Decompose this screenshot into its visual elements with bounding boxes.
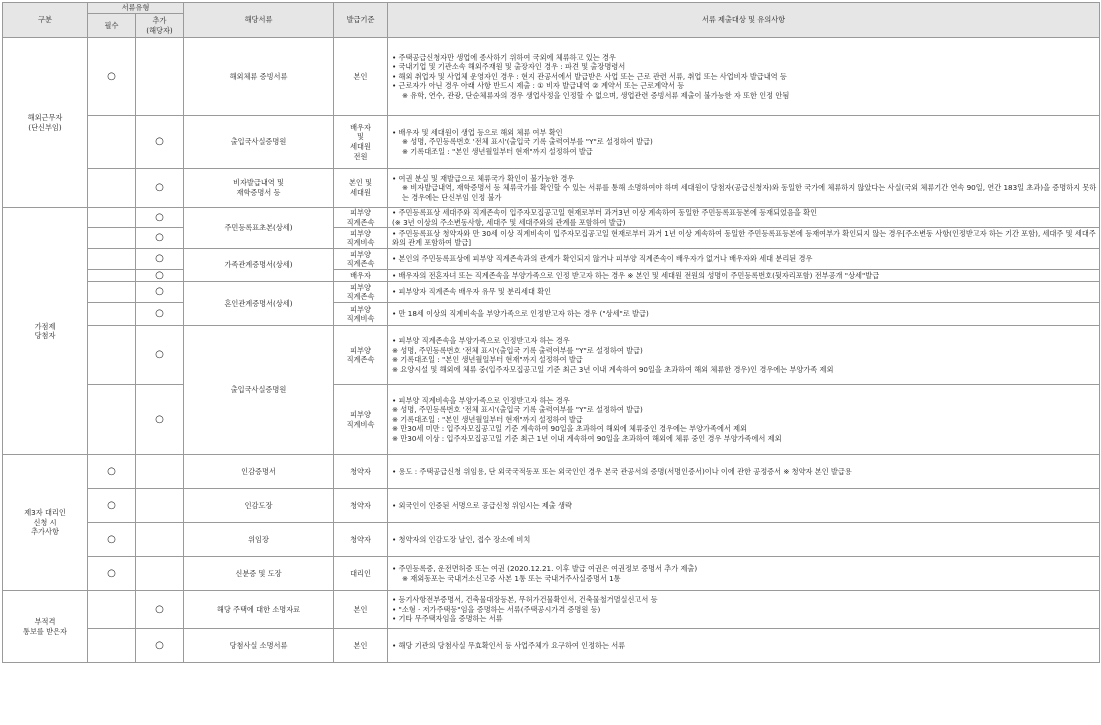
table-row bbox=[3, 326, 1100, 385]
table-row bbox=[3, 303, 1100, 326]
additional-mark: ○ bbox=[136, 249, 184, 270]
issue-basis: 청약자 bbox=[334, 523, 388, 557]
header-notes: 서류 제출대상 및 유의사항 bbox=[388, 3, 1100, 38]
issue-basis: 피부양 직계비속 bbox=[334, 228, 388, 249]
additional-mark: ○ bbox=[136, 303, 184, 326]
header-category: 구분 bbox=[3, 3, 88, 38]
issue-basis: 피부양 직계존속 bbox=[334, 208, 388, 228]
table-row bbox=[3, 629, 1100, 663]
issue-basis: 본인 bbox=[334, 38, 388, 116]
table-row bbox=[3, 208, 1100, 228]
document-name: 출입국사실증명원 bbox=[184, 116, 334, 169]
table-row bbox=[3, 591, 1100, 629]
issue-basis: 피부양 직계비속 bbox=[334, 385, 388, 455]
additional-mark: ○ bbox=[136, 169, 184, 208]
issue-basis: 청약자 bbox=[334, 455, 388, 489]
notes-cell: • 피부양 직계존속을 부양가족으로 인정받고자 하는 경우 ※ 성명, 주민등록번호 '전체 표시'(출입국 기록 출력여부를 "Y"로 설정하여 발급) ※ 기록대조일 : "본인 생년월일부터 현재"까지 설정하여 발급 ※ 요양시설 및 해외에 체류 중(입주자모집공고일 기준 최근 3년 이내 계속하여 90일을 초과하여 해외 체류한 경우)인 경우에는 부양가족 제외 bbox=[388, 326, 1100, 385]
additional-mark: ○ bbox=[136, 270, 184, 282]
notes-cell: • 여권 분실 및 재발급으로 체류국가 확인이 불가능한 경우 ※ 비자발급내역, 재학증명서 등 체류국가를 확인할 수 있는 서류를 통해 소명하여야 하며 세대원이 당첨자(공급신청자)와 동일한 국가에 체류하지 않았다는 사실(국외 체류기간 연속 90일, 연간 183일 초과)을 증명하지 못하는 경우에는 단신부임 인정 불가 bbox=[388, 169, 1100, 208]
notes-cell: • 용도 : 주택공급신청 위임용, 단 외국국적동포 또는 외국인인 경우 본국 관공서의 증명(서명인증서)이나 이에 관한 공정증서 ※ 청약자 본인 발급용 bbox=[388, 455, 1100, 489]
document-name: 출입국사실증명원 bbox=[184, 326, 334, 455]
required-mark: ○ bbox=[88, 455, 136, 489]
document-name: 비자발급내역 및 재학증명서 등 bbox=[184, 169, 334, 208]
notes-cell: • 해당 기관의 당첨사실 무효확인서 등 사업주체가 요구하여 인정하는 서류 bbox=[388, 629, 1100, 663]
notes-cell: • 주민등록표상 청약자와 만 30세 이상 직계비속이 입주자모집공고일 현재로부터 과거 1년 이상 계속하여 동일한 주민등록표등본에 등재여부가 확인되지 않는 경우[주소변동 사항(인정받고자 하는 기간 포함), 세대주 및 세대주와의 관계 포함하여 발급] bbox=[388, 228, 1100, 249]
required-mark: ○ bbox=[88, 557, 136, 591]
table-row bbox=[3, 557, 1100, 591]
issue-basis: 본인 bbox=[334, 591, 388, 629]
notes-cell: • 주민등록표상 세대주와 직계존속이 입주자모집공고일 현재로부터 과거3년 이상 계속하여 동일한 주민등록표등본에 등재되었음을 확인 (※ 3년 이상의 주소변동사항, 세대주 및 세대주와의 관계를 포함하여 발급) bbox=[388, 208, 1100, 228]
notes-cell: • 외국인이 인증된 서명으로 공급신청 위임시는 제출 생략 bbox=[388, 489, 1100, 523]
table-row bbox=[3, 455, 1100, 489]
document-requirements-table bbox=[2, 2, 1100, 663]
notes-cell: • 배우자의 전혼자녀 또는 직계존속을 부양가족으로 인정 받고자 하는 경우 ※ 본인 및 세대원 전원의 성명이 주민등록번호(뒷자리포함) 전부공개 "상세"발급 bbox=[388, 270, 1100, 282]
additional-mark: ○ bbox=[136, 228, 184, 249]
required-mark: ○ bbox=[88, 38, 136, 116]
notes-cell: • 주민등록증, 운전면허증 또는 여권 (2020.12.21. 이후 발급 여권은 여권정보 증명서 추가 제출) ※ 재외동포는 국내거소신고증 사본 1통 또는 국내거주사실증명서 1통 bbox=[388, 557, 1100, 591]
issue-basis: 본인 및 세대원 bbox=[334, 169, 388, 208]
additional-mark: ○ bbox=[136, 208, 184, 228]
notes-cell: • 만 18세 이상의 직계비속을 부양가족으로 인정받고자 하는 경우 ("상세"로 발급) bbox=[388, 303, 1100, 326]
document-name: 주민등록표초본(상세) bbox=[184, 208, 334, 249]
table-row bbox=[3, 38, 1100, 116]
table-row bbox=[3, 228, 1100, 249]
issue-basis: 대리인 bbox=[334, 557, 388, 591]
notes-cell: • 청약자의 인감도장 날인, 접수 장소에 비치 bbox=[388, 523, 1100, 557]
issue-basis: 피부양 직계비속 bbox=[334, 303, 388, 326]
additional-mark: ○ bbox=[136, 591, 184, 629]
document-name: 위임장 bbox=[184, 523, 334, 557]
notes-cell: • 피부양자 직계존속 배우자 유무 및 분리세대 확인 bbox=[388, 282, 1100, 303]
header-additional: 추가 (해당자) bbox=[136, 14, 184, 38]
issue-basis: 피부양 직계존속 bbox=[334, 326, 388, 385]
document-name: 인감도장 bbox=[184, 489, 334, 523]
additional-mark: ○ bbox=[136, 116, 184, 169]
table-row bbox=[3, 116, 1100, 169]
issue-basis: 배우자 bbox=[334, 270, 388, 282]
document-name: 당첨사실 소명서류 bbox=[184, 629, 334, 663]
document-name: 해당 주택에 대한 소명자료 bbox=[184, 591, 334, 629]
additional-mark: ○ bbox=[136, 385, 184, 455]
notes-cell: • 주택공급신청자만 생업에 종사하기 위하여 국외에 체류하고 있는 경우 • 국내기업 및 기관소속 해외주재원 및 출장자인 경우 : 파견 및 출장명령서 • 해외 취업자 및 사업체 운영자인 경우 : 현지 관공서에서 발급받은 사업 또는 근로 관련 서류, 취업 또는 사업비자 발급내역 등 • 근로자가 아닌 경우 아래 사항 반드시 제출 : ① 비자 발급내역 ② 계약서 또는 근로계약서 등 ※ 유학, 연수, 관광, 단순체류자의 경우 생업사정을 인정할 수 없으며, 생업관련 증빙서류 제출이 불가능한 자 또한 인정 안됨 bbox=[388, 38, 1100, 116]
issue-basis: 배우자 및 세대원 전원 bbox=[334, 116, 388, 169]
issue-basis: 청약자 bbox=[334, 489, 388, 523]
table-row bbox=[3, 249, 1100, 270]
table-row bbox=[3, 489, 1100, 523]
notes-cell: • 피부양 직계비속을 부양가족으로 인정받고자 하는 경우 ※ 성명, 주민등록번호 '전체 표시'(출입국 기록 출력여부를 "Y"로 설정하여 발급) ※ 기록대조일 : "본인 생년월일부터 현재"까지 설정하여 발급 ※ 만30세 미만 : 입주자모집공고일 기준 계속하여 90일을 초과하여 해외에 체류중인 경우에는 부양가족에서 제외 ※ 만30세 이상 : 입주자모집공고일 기준 최근 1년 이내 계속하여 90일을 초과하여 해외에 체류 중인 경우 부양가족에서 제외 bbox=[388, 385, 1100, 455]
document-name: 신분증 및 도장 bbox=[184, 557, 334, 591]
table-row bbox=[3, 169, 1100, 208]
document-name: 해외체류 증빙서류 bbox=[184, 38, 334, 116]
document-name: 인감증명서 bbox=[184, 455, 334, 489]
issue-basis: 본인 bbox=[334, 629, 388, 663]
table-row bbox=[3, 282, 1100, 303]
notes-cell: • 본인의 주민등록표상에 피부양 직계존속과의 관계가 확인되지 않거나 피부양 직계존속이 배우자가 없거나 배우자와 세대 분리된 경우 bbox=[388, 249, 1100, 270]
required-mark: ○ bbox=[88, 489, 136, 523]
header-doc-type: 서류유형 bbox=[88, 3, 184, 14]
document-name: 가족관계증명서(상세) bbox=[184, 249, 334, 282]
issue-basis: 피부양 직계존속 bbox=[334, 249, 388, 270]
issue-basis: 피부양 직계존속 bbox=[334, 282, 388, 303]
category-third-party-proxy: 제3자 대리인 신청 시 추가사항 bbox=[3, 455, 88, 591]
header-required: 필수 bbox=[88, 14, 136, 38]
additional-mark: ○ bbox=[136, 629, 184, 663]
additional-mark: ○ bbox=[136, 282, 184, 303]
notes-cell: • 등기사항전부증명서, 건축물대장등본, 무허가건물확인서, 건축물철거멸실신고서 등 • "소형 · 저가주택등"임을 증명하는 서류(주택공시가격 증명원 등) • 기타 무주택자임을 증명하는 서류 bbox=[388, 591, 1100, 629]
required-mark: ○ bbox=[88, 523, 136, 557]
header-document: 해당서류 bbox=[184, 3, 334, 38]
document-name: 혼인관계증명서(상세) bbox=[184, 282, 334, 326]
header-issue-basis: 발급기준 bbox=[334, 3, 388, 38]
additional-mark: ○ bbox=[136, 326, 184, 385]
notes-cell: • 배우자 및 세대원이 생업 등으로 해외 체류 여부 확인 ※ 성명, 주민등록번호 '전체 표시'(출입국 기록 출력여부를 "Y"로 설정하여 발급) ※ 기록대조일 : "본인 생년월일부터 현재"까지 설정하여 발급 bbox=[388, 116, 1100, 169]
category-point-system-winner: 가점제 당첨자 bbox=[3, 208, 88, 455]
category-unfit-notified: 부적격 통보를 받은자 bbox=[3, 591, 88, 663]
category-overseas-worker: 해외근무자 (단신부임) bbox=[3, 38, 88, 208]
table-row bbox=[3, 270, 1100, 282]
table-row bbox=[3, 523, 1100, 557]
table-row bbox=[3, 385, 1100, 455]
